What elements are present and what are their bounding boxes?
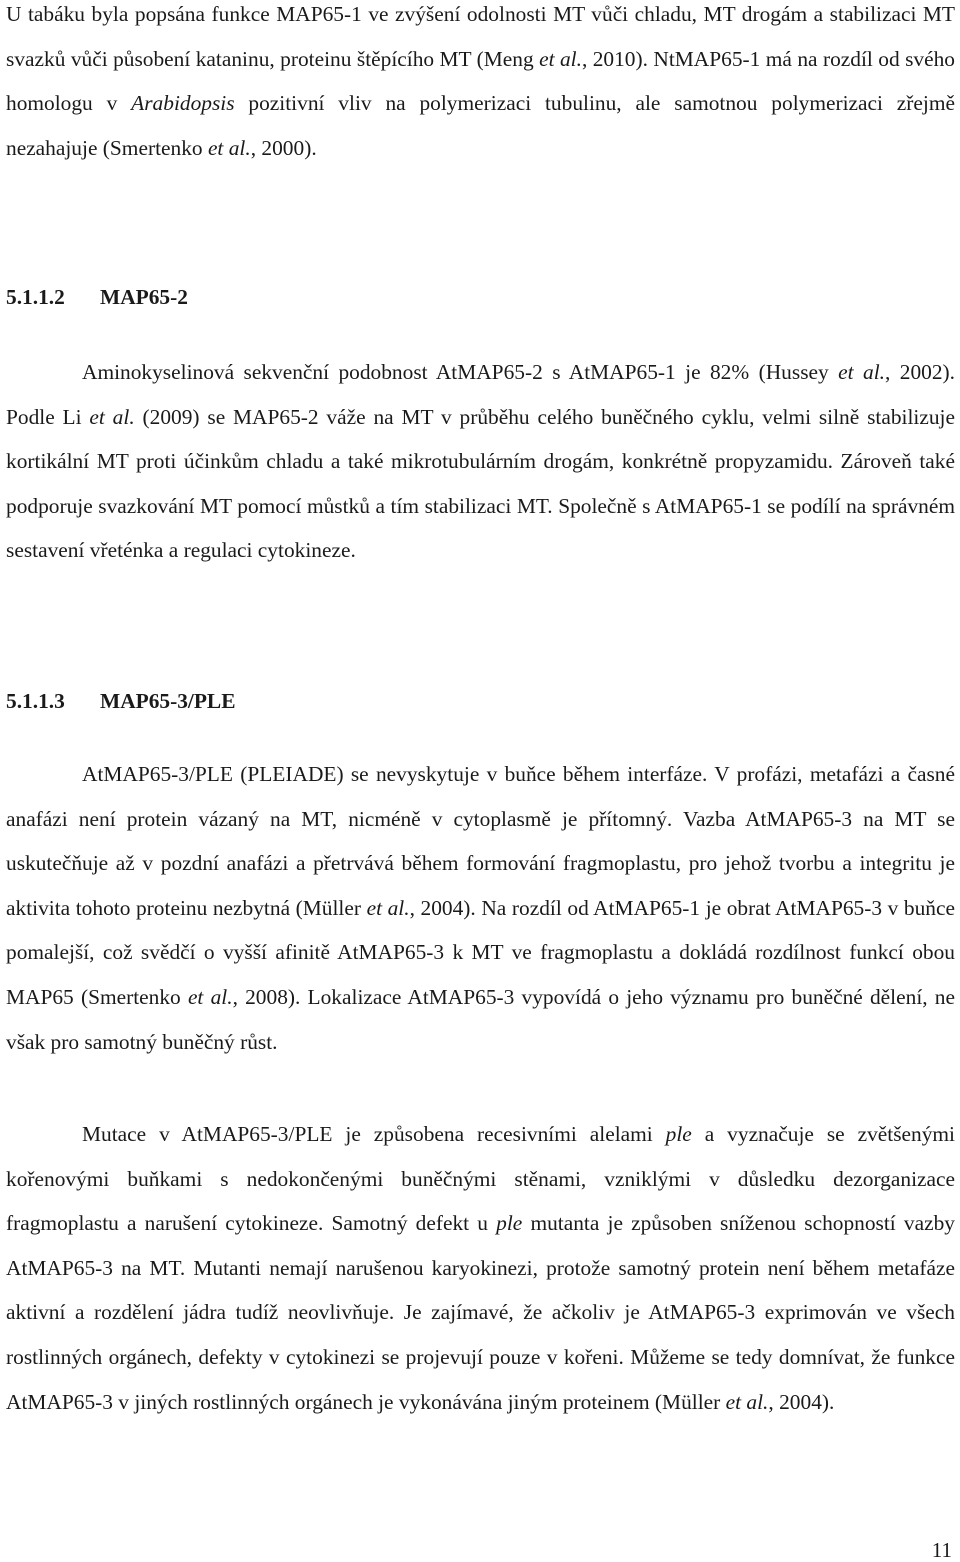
section-title: MAP65-3/PLE [100,689,236,713]
section-number: 5.1.1.2 [6,285,65,309]
paragraph-map65-1-tobacco: U tabáku byla popsána funkce MAP65-1 ve zvýšení odolnosti MT vůči chladu, MT drogám a stabilizaci MT svazků vůči působení kataninu, proteinu štěpícího MT (Meng et al., 2010). NtMAP65-1 má na rozdíl od svého homologu v Arabidopsis pozitivní vliv na polymerizaci tubulinu, ale samotnou polymerizaci zřejmě nezahajuje (Smertenko et al., 2000). [6,2,955,160]
italic-text: et al. [207,135,251,160]
section-heading-map65-3 [6,686,235,716]
section-number: 5.1.1.3 [6,689,65,713]
italic-text: et al. [89,404,135,429]
paragraph-map65-3-localization: AtMAP65-3/PLE (PLEIADE) se nevyskytuje v buňce během interfáze. V profázi, metafázi a časné anafázi není protein vázaný na MT, nicméně v cytoplasmě je přítomný. Vazba AtMAP65-3 na MT se uskutečňuje až v pozdní anafázi a přetrvává během formování fragmoplastu, pro jehož tvorbu a integritu je aktivita tohoto proteinu nezbytná (Müller et al., 2004). Na rozdíl od AtMAP65-1 je obrat AtMAP65-3 v buňce pomalejší, což svědčí o vyšší afinitě AtMAP65-3 k MT ve fragmoplastu a dokládá rozdílnost funkcí obou MAP65 (Smertenko et al., 2008). Lokalizace AtMAP65-3 vypovídá o jeho významu pro buněčné dělení, ne však pro samotný buněčný růst. [6,762,955,1054]
italic-text: et al. [725,1389,769,1414]
section-title: MAP65-2 [100,285,188,309]
italic-text: et al. [187,984,233,1009]
page-number: 11 [931,1538,952,1562]
italic-text: et al. [366,895,410,920]
italic-text: et al. [838,360,885,384]
paragraph-map65-2: Aminokyselinová sekvenční podobnost AtMAP65-2 s AtMAP65-1 je 82% (Hussey et al., 2002). Podle Li et al. (2009) se MAP65-2 váže na MT v průběhu celého buněčného cyklu, velmi silně stabilizuje kortikální MT proti účinkům chladu a také mikrotubulárním drogám, konkrétně propyzamidu. Zároveň také podporuje svazkování MT pomocí můstků a tím stabilizaci MT. Společně s AtMAP65-1 se podílí na správném sestavení vřeténka a regulaci cytokineze. [6,360,955,563]
italic-text: ple [496,1211,523,1236]
section-heading-map65-2 [6,282,188,312]
italic-text: et al. [539,46,582,71]
italic-text: ple [665,1122,692,1146]
italic-text: Arabidopsis [131,91,235,116]
paragraph-ple-mutation: Mutace v AtMAP65-3/PLE je způsobena recesivními alelami ple a vyznačuje se zvětšenými kořenovými buňkami s nedokončenými buněčnými stěnami, vzniklými v důsledku dezorganizace fragmoplastu a narušení cytokineze. Samotný defekt u ple mutanta je způsoben sníženou schopností vazby AtMAP65-3 na MT. Mutanti nemají narušenou karyokinezi, protože samotný protein není během metafáze aktivní a rozdělení jádra tudíž neovlivňuje. Je zajímavé, že ačkoliv je AtMAP65-3 exprimován ve všech rostlinných orgánech, defekty v cytokinezi se projevují pouze v kořeni. Můžeme se tedy domnívat, že funkce AtMAP65-3 v jiných rostlinných orgánech je vykonávána jiným proteinem (Müller et al., 2004). [6,1122,955,1414]
